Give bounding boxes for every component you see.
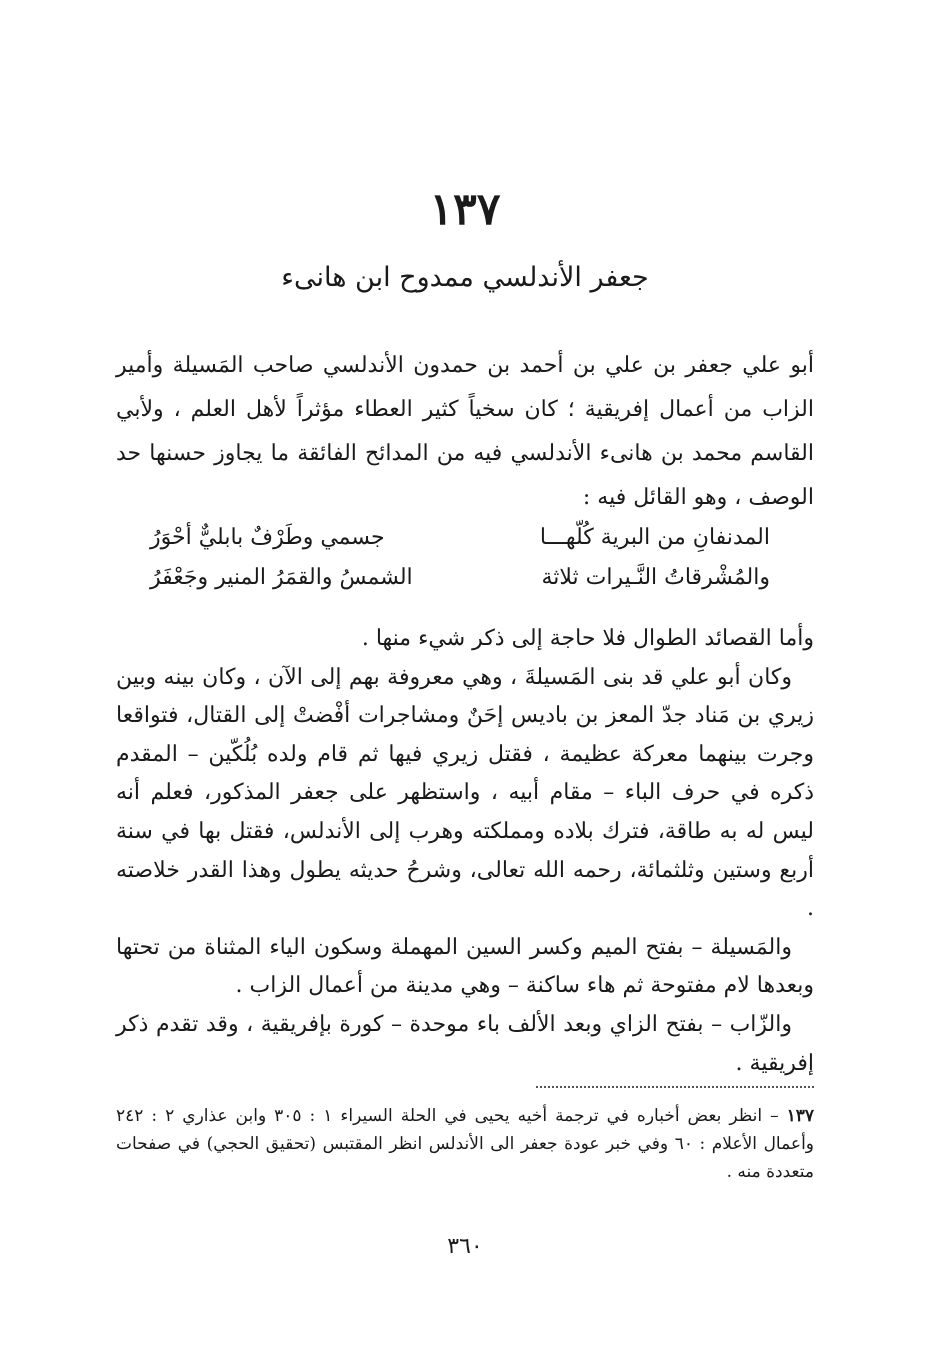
body-paragraph: وكان أبو علي قد بنى المَسيلةَ ، وهي معروفة بهم إلى الآن ، وكان بينه وبين زيري بن مَناد جدّ المعز بن باديس إحَنٌ ومشاجرات أفْضتْ إلى القتال، فتواقعا وجرت بينهما معركة عظيمة ، فقتل زيري فيها ثم قام ولده بُلُكّين – المقدم ذكره في حرف الباء – مقام أبيه ، واستظهر على جعفر المذكور، فعلم أنه ليس له به طاقة، فترك بلاده ومملكته وهرب إلى الأندلس، فقتل بها في سنة أربع وستين وثلثمائة، رحمه الله تعالى، وشرحُ حديثه يطول وهذا القدر خلاصته . (116, 664, 814, 922)
verse-block (150, 518, 770, 598)
page-number: ٣٦٠ (447, 1234, 483, 1259)
verse-first-hemistich: والمُشْرقاتُ النَّـيرات ثلاثة (541, 565, 770, 590)
footnote-number: ١٣٧ (786, 1106, 814, 1126)
verse-line (150, 518, 770, 558)
entry-title: جعفر الأندلسي ممدوح ابن هانىء (281, 262, 649, 293)
footnote-divider (536, 1086, 814, 1088)
footnote-text: – انظر بعض أخباره في ترجمة أخيه يحيى في الحلة السيراء ١ : ٣٠٥ وابن عذاري ٢ : ٢٤٢ وأعمال الأعلام : ٦٠ وفي خبر عودة جعفر الى الأندلس انظر المقتبس (تحقيق الحجي) في صفحات متعددة منه . (116, 1106, 815, 1182)
body-paragraph: والزّاب – بفتح الزاي وبعد الألف باء موحدة – كورة بإفريقية ، وقد تقدم ذكر إفريقية . (116, 1011, 814, 1076)
verse-second-hemistich: جسمي وطَرْفٌ بابليٌّ أحْوَرُ (150, 525, 385, 550)
verse-line (150, 558, 770, 598)
intro-text: أبو علي جعفر بن علي بن أحمد بن حمدون الأندلسي صاحب المَسيلة وأمير الزاب من أعمال إفريقية ؛ كان سخياً كثير العطاء مؤثراً لأهل العلم ، ولأبي القاسم محمد بن هانىء الأندلسي فيه من المدائح الفائقة ما يجاوز حسنها حد الوصف ، وهو القائل فيه : (116, 353, 814, 510)
body-paragraph: والمَسيلة – بفتح الميم وكسر السين المهملة وسكون الياء المثناة من تحتها وبعدها لام مفتوحة ثم هاء ساكنة – وهي مدينة من أعمال الزاب . (116, 934, 814, 999)
body-paragraph: وأما القصائد الطوال فلا حاجة إلى ذكر شيء منها . (361, 626, 814, 651)
verse-second-hemistich: الشمسُ والقمَرُ المنير وجَعْفَرُ (150, 565, 413, 590)
intro-paragraph (116, 344, 814, 520)
body-text (116, 620, 814, 1083)
entry-number: ١٣٧ (429, 184, 501, 235)
verse-first-hemistich: المدنفانِ من البرية كُلّهـــا (539, 525, 770, 550)
footnote (116, 1102, 814, 1186)
